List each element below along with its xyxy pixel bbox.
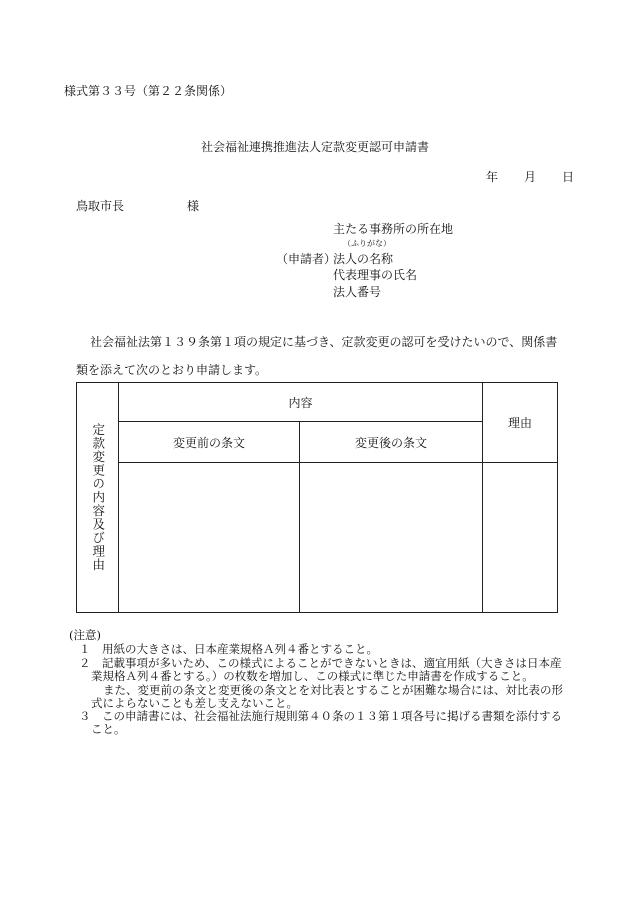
amendment-table — [76, 382, 558, 613]
before-content-cell — [119, 463, 299, 612]
row-header-cell — [77, 383, 118, 612]
addressee-honorific: 様 — [187, 199, 200, 213]
content-header-cell — [119, 383, 482, 421]
note-2-line-4: 式によらないことも差し支えないこと。 — [91, 696, 298, 710]
applicant-label: （申請者） — [276, 252, 337, 266]
after-header-cell — [300, 422, 482, 462]
date-day-label: 日 — [562, 170, 575, 184]
body-text-line-2: 類を添えて次のとおり申請します。 — [76, 363, 268, 377]
document-title: 社会福祉連携推進法人定款変更認可申請書 — [201, 140, 430, 154]
before-header-cell — [119, 422, 299, 462]
row-header-text: 定款変更の内容及び理由 — [90, 423, 106, 572]
office-address-label: 主たる事務所の所在地 — [333, 222, 454, 236]
note-3-line-2: こと。 — [91, 722, 126, 736]
content-header-text: 内容 — [288, 395, 313, 410]
notes-heading: (注意) — [69, 628, 101, 642]
corporation-name-label: 法人の名称 — [333, 252, 394, 266]
body-text-line-1: 社会福祉法第１３９条第１項の規定に基づき、定款変更の認可を受けたいので、関係書 — [90, 335, 558, 349]
reason-header-text: 理由 — [507, 416, 532, 430]
after-content-cell — [300, 463, 482, 612]
corporation-number-label: 法人番号 — [333, 285, 382, 299]
note-1: １ 用紙の大きさは、日本産業規格Ａ列４番とすること。 — [79, 642, 378, 656]
note-2-line-3: また、変更前の条文と変更後の条文とを対比表とすることが困難な場合には、対比表の形 — [103, 683, 563, 697]
date-month-label: 月 — [524, 170, 537, 184]
note-2-line-1: ２ 記載事項が多いため、この様式によることができないときは、適宜用紙（大きさは日本産 — [79, 656, 562, 670]
addressee-name: 鳥取市長 — [76, 199, 125, 213]
date-year-label: 年 — [486, 170, 499, 184]
before-header-text: 変更前の条文 — [172, 435, 245, 450]
form-number: 様式第３３号（第２２条関係） — [64, 84, 233, 98]
representative-label: 代表理事の氏名 — [333, 268, 418, 282]
furigana-label: （ふりがな） — [343, 239, 391, 248]
after-header-text: 変更後の条文 — [354, 435, 427, 450]
note-3-line-1: ３ この申請書には、社会福祉法施行規則第４０条の１３第１項各号に掲げる書類を添付する — [79, 709, 562, 723]
note-2-line-2: 業規格Ａ列４番とする。）の枚数を増加し、この様式に準じた申請書を作成すること。 — [91, 669, 534, 683]
reason-header-cell — [483, 383, 557, 462]
reason-content-cell — [483, 463, 557, 612]
